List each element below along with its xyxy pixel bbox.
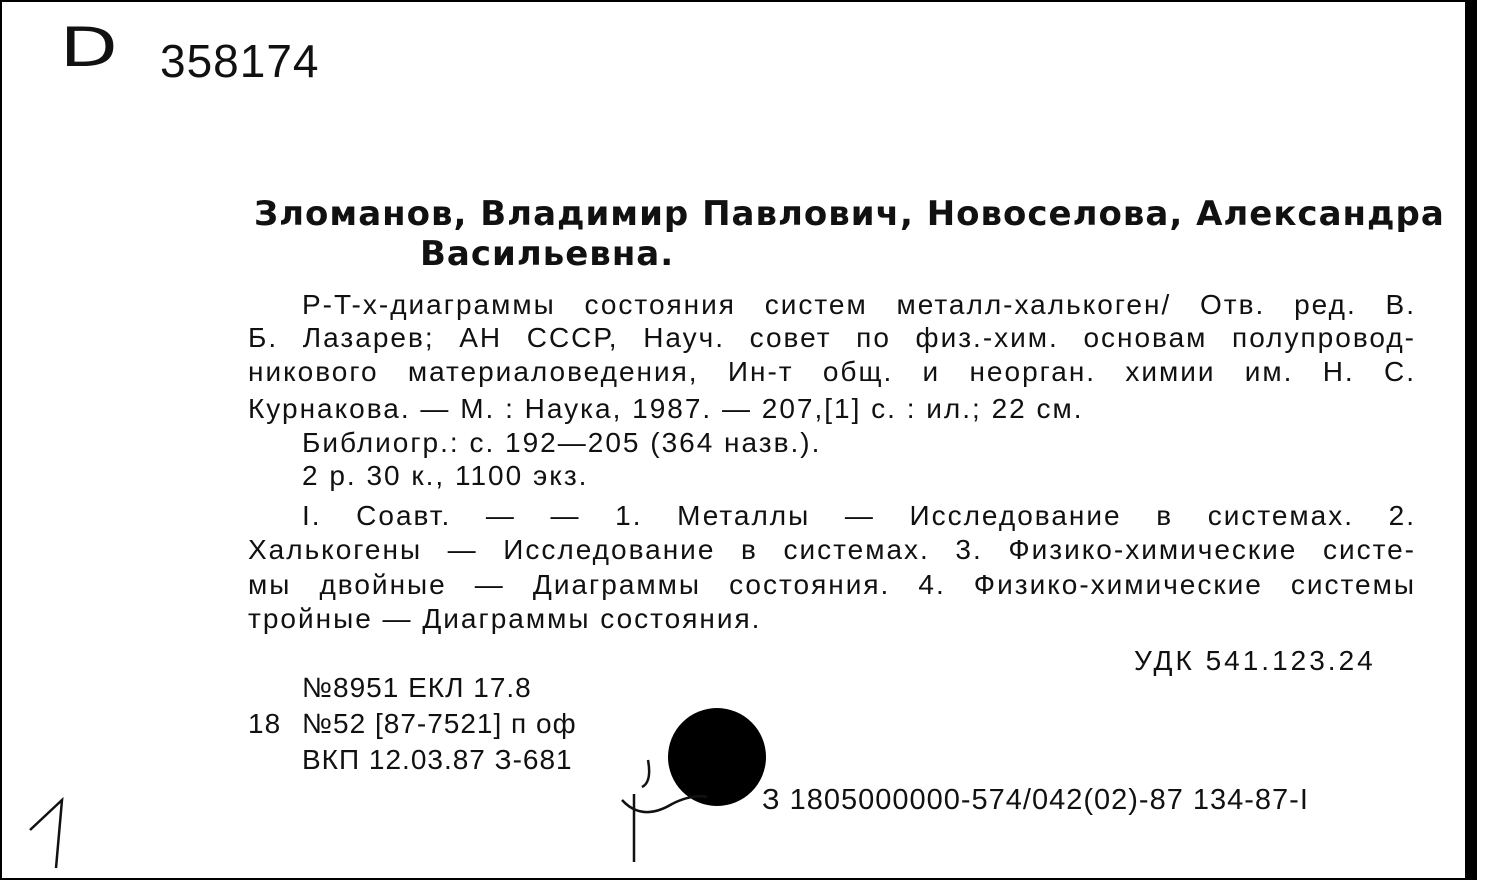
subjects-line-2: Халькогены — Исследование в системах. 3. Физико-химические систе- — [248, 534, 1416, 565]
corner-mark — [22, 792, 82, 872]
code-line-1: №8951 ЕКЛ 17.8 — [302, 672, 532, 703]
authors-line-2: Васильевна. — [420, 234, 675, 274]
code-line-2-number: 18 — [248, 708, 282, 739]
handwritten-prefix: D — [59, 16, 118, 79]
description-line-3: никового материаловедения, Ин-т общ. и неорган. химии им. Н. С. — [248, 356, 1416, 387]
subjects-line-4: тройные — Диаграммы состояния. — [248, 603, 762, 634]
handwritten-mark — [612, 742, 722, 867]
catalog-number: 358174 — [160, 35, 320, 87]
code-line-2: №52 [87-7521] п оф — [302, 708, 577, 739]
subjects-line-1: I. Соавт. — — 1. Металлы — Исследование в системах. 2. — [302, 500, 1416, 531]
bibliography: Библиогр.: с. 192—205 (364 назв.). — [302, 427, 822, 458]
description-line-4: Курнакова. — М. : Наука, 1987. — 207,[1] с. : ил.; 22 см. — [248, 393, 1084, 424]
price-print-run: 2 р. 30 к., 1100 экз. — [302, 460, 589, 491]
authors-line-1: Зломанов, Владимир Павлович, Новоселова, Александра — [254, 194, 1445, 234]
code-line-3: ВКП 12.03.87 З-681 — [302, 744, 573, 775]
bottom-code: З 1805000000-574/042(02)-87 134-87-I — [762, 784, 1309, 816]
udc-code: УДК 541.123.24 — [1134, 645, 1376, 676]
subjects-line-3: мы двойные — Диаграммы состояния. 4. Физико-химические системы — [248, 569, 1416, 600]
description-line-1: P-T-х-диаграммы состояния систем металл-халькоген/ Отв. ред. В. — [302, 289, 1416, 320]
description-line-2: Б. Лазарев; АН СССР, Науч. совет по физ.-хим. основам полупровод- — [248, 322, 1416, 353]
